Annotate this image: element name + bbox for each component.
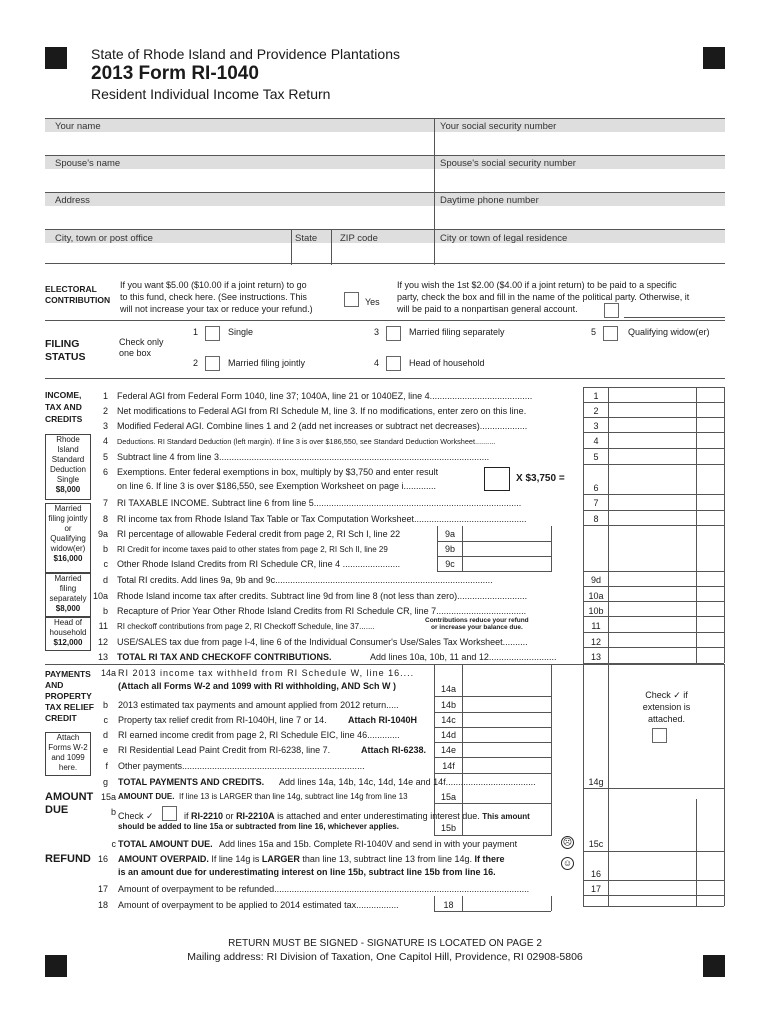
form-subtitle: Resident Individual Income Tax Return (91, 86, 331, 102)
line-14b-amount[interactable] (463, 697, 550, 711)
electoral-label-1: ELECTORAL (45, 284, 97, 294)
line-13-num: 13 (97, 652, 108, 662)
line-4-ref: 4 (593, 436, 599, 446)
line-15a-text-2: If line 13 is LARGER than line 14g, subtract line 14g from line 13 (179, 792, 408, 801)
line-6-ref: 6 (593, 483, 599, 493)
line-15c-amount[interactable] (609, 836, 723, 850)
line-14a-amount[interactable] (463, 665, 550, 695)
filing-num-1: 1 (193, 327, 199, 337)
line-14d-ref: 14d (440, 730, 457, 740)
extension-checkbox[interactable] (652, 728, 667, 743)
form-title: 2013 Form RI-1040 (91, 63, 259, 84)
line-14a-text: RI 2013 income tax withheld from RI Schedule W, line 16.... (118, 668, 415, 678)
line-15b-num: b (110, 807, 116, 817)
line-14c-amount[interactable] (463, 713, 550, 726)
line-17-text: Amount of overpayment to be refunded...................................................................................................... (118, 884, 530, 894)
line-9d-text: Total RI credits. Add lines 9a, 9b and 9c....................................................................................... (117, 575, 493, 585)
spouse-name-field[interactable] (45, 169, 434, 193)
line-17-num: 17 (97, 884, 108, 894)
attach-forms-box: Attach Forms W-2 and 1099 here. (45, 732, 91, 776)
line-4-num: 4 (102, 436, 108, 446)
electoral-label-2: CONTRIBUTION (45, 295, 111, 305)
city-field[interactable] (45, 243, 291, 265)
line-14c-text: Property tax relief credit from RI-1040H, line 7 or 14. (118, 715, 327, 725)
check-only-2: one box (119, 348, 152, 358)
line-4-amount[interactable] (609, 433, 723, 447)
line-16-amount[interactable] (609, 852, 723, 879)
income-label-2: TAX AND (45, 402, 82, 412)
line-11-note-1: Contributions reduce your refund (425, 617, 529, 624)
line-5-text: Subtract line 4 from line 3............................................................................................................ (117, 452, 490, 462)
filing-joint-label: Married filing jointly (228, 358, 306, 368)
line-11-amount[interactable] (609, 618, 723, 632)
std-deduction-head-box: Head of household $12,000 (45, 617, 91, 651)
std-deduction-joint-box: Married filing jointly or Qualifying widow(er) $16,000 (45, 503, 91, 573)
line-14g-ref: 14g (588, 777, 604, 787)
line-14g-amount[interactable] (609, 774, 723, 788)
line-5-num: 5 (102, 452, 108, 462)
line-9a-amount[interactable] (463, 527, 550, 540)
payments-section-label: PAYMENTS AND PROPERTY TAX RELIEF CREDIT (45, 669, 94, 723)
line-9d-num: d (102, 575, 108, 585)
filing-num-5: 5 (591, 327, 597, 337)
line-14f-num: f (105, 761, 108, 771)
exemptions-count-box[interactable] (484, 467, 510, 491)
line-14e-text-2: Attach RI-6238. (361, 745, 427, 755)
line-15c-text-2: Add lines 15a and 15b. Complete RI-1040V and send in with your payment (219, 839, 518, 849)
line-9d-ref: 9d (590, 575, 601, 585)
exemption-multiplier: X $3,750 = (516, 473, 565, 484)
smile-face-icon: ☺ (562, 858, 573, 868)
electoral-text-2: to this fund, check here. (See instructions. This (120, 292, 307, 302)
line-14d-text: RI earned income credit from page 2, RI Schedule EIC, line 46............. (118, 730, 400, 740)
line-3-amount[interactable] (609, 418, 723, 432)
line-16-num: 16 (97, 854, 108, 864)
line-9a-num: 9a (97, 529, 108, 539)
line-15c-text: TOTAL AMOUNT DUE. (118, 839, 213, 849)
line-1-amount[interactable] (609, 388, 723, 402)
line-14g-text: TOTAL PAYMENTS AND CREDITS. (118, 777, 265, 787)
line-5-amount[interactable] (609, 449, 723, 463)
line-14a-text-2: (Attach all Forms W-2 and 1099 with RI withholding, AND Sch W ) (118, 681, 396, 691)
line-14f-text: Other payments......................................................................... (118, 761, 365, 771)
frown-face-icon: ☹ (562, 837, 573, 847)
city-label: City, town or post office (55, 233, 153, 244)
extension-note: Check ✓ if extension is attached. (642, 690, 691, 724)
line-17-ref: 17 (590, 884, 601, 894)
residence-field[interactable] (435, 243, 725, 265)
line-7-num: 7 (102, 498, 108, 508)
line-14b-num: b (102, 700, 108, 710)
ssn-field[interactable] (435, 132, 725, 156)
line-10b-text: Recapture of Prior Year Other Rhode Island Credits from RI Schedule CR, line 7.................................... (117, 606, 527, 616)
line-14f-amount[interactable] (463, 758, 550, 772)
line-13-text-2: Add lines 10a, 10b, 11 and 12........................... (370, 652, 557, 662)
line-8-text: RI income tax from Rhode Island Tax Table or Tax Computation Worksheet............................................. (117, 514, 527, 524)
line-14c-num: c (103, 715, 108, 725)
amount-due-label-2: DUE (45, 804, 69, 816)
phone-label: Daytime phone number (440, 195, 539, 206)
party-name-field[interactable] (624, 303, 725, 317)
line-17-amount[interactable] (609, 881, 723, 894)
line-14g-num: g (102, 777, 108, 787)
line-14d-num: d (102, 730, 108, 740)
state-field[interactable] (292, 243, 331, 265)
line-11-num: 11 (98, 621, 108, 631)
line-12-amount[interactable] (609, 634, 723, 648)
line-14f-ref: 14f (442, 761, 455, 771)
state-label: State (295, 233, 318, 244)
line-1-text: Federal AGI from Federal Form 1040, line 37; 1040A, line 21 or 1040EZ, line 4......................................... (117, 391, 533, 401)
line-11-text: RI checkoff contributions from page 2, RI Checkoff Schedule, line 37....... (117, 622, 375, 631)
line-3-text: Modified Federal AGI. Combine lines 1 and 2 (add net increases or subtract net decreases)................... (117, 421, 528, 431)
filing-separate-checkbox[interactable] (386, 326, 401, 341)
line-18-ref: 18 (443, 900, 454, 910)
filing-single-checkbox[interactable] (205, 326, 220, 341)
line-6-text-2: on line 6. If line 3 is over $186,550, see Exemption Worksheet on page i............. (117, 481, 437, 491)
line-15b-amount[interactable] (463, 804, 550, 834)
line-15a-text: AMOUNT DUE. (118, 792, 175, 801)
check-only-1: Check only (119, 337, 164, 347)
filing-label-1: FILING (45, 338, 80, 350)
line-6-text: Exemptions. Enter federal exemptions in box, multiply by $3,750 and enter result (117, 467, 439, 477)
line-18-amount[interactable] (463, 897, 550, 910)
taxpayer-info-table (45, 118, 725, 264)
line-9c-ref: 9c (445, 559, 455, 569)
electoral-text-3: will not increase your tax or reduce your refund.) (120, 304, 313, 314)
line-6-num: 6 (102, 467, 108, 477)
line-15b-text-2: should be added to line 15a or subtracted from line 16, whichever applies. (118, 822, 399, 831)
state-name: State of Rhode Island and Providence Plantations (91, 46, 400, 62)
line-15a-num: 15a (100, 792, 116, 802)
line-7-amount[interactable] (609, 495, 723, 509)
line-14g-text-2: Add lines 14a, 14b, 14c, 14d, 14e and 14f.................................... (279, 777, 536, 787)
line-10b-ref: 10b (588, 606, 604, 616)
line-9c-text: Other Rhode Island Credits from RI Schedule CR, line 4 ....................... (117, 559, 401, 569)
electoral-yes-label: Yes (365, 297, 380, 307)
line-11-note-2: or increase your balance due. (431, 624, 523, 631)
line-9b-text: RI Credit for income taxes paid to other states from page 2, RI Sch II, line 29 (117, 545, 388, 554)
line-14d-amount[interactable] (463, 728, 550, 741)
filing-num-2: 2 (193, 358, 199, 368)
line-14e-amount[interactable] (463, 743, 550, 756)
line-16-ref: 16 (590, 869, 601, 879)
line-6-amount[interactable] (609, 480, 723, 494)
line-9c-amount[interactable] (463, 557, 550, 570)
line-13-ref: 13 (590, 652, 601, 662)
ssn-label: Your social security number (440, 121, 557, 132)
filing-joint-checkbox[interactable] (205, 356, 220, 371)
line-10a-amount[interactable] (609, 588, 723, 602)
party-text-3: will be paid to a nonpartisan general account. (397, 304, 578, 314)
filing-label-2: STATUS (45, 351, 86, 363)
phone-field[interactable] (435, 206, 725, 230)
line-12-text: USE/SALES tax due from page I-4, line 6 of the Individual Consumer's Use/Sales Tax Worksheet.......... (117, 637, 528, 647)
line-8-num: 8 (102, 514, 108, 524)
address-field[interactable] (45, 206, 434, 230)
footer-mailing-address: Mailing address: RI Division of Taxation, One Capitol Hill, Providence, RI 02908-5806 (187, 951, 583, 963)
line-16-text-2: is an amount due for underestimating interest on line 15b, subtract line 15b from line 16. (118, 867, 496, 877)
zip-field[interactable] (332, 243, 434, 265)
line-4-text: Deductions. RI Standard Deduction (left margin). If line 3 is over $186,550, see Standard Deduction Worksheet.......... (117, 437, 496, 446)
party-checkbox[interactable] (604, 303, 619, 318)
line-7-ref: 7 (593, 498, 599, 508)
line-14b-ref: 14b (440, 700, 457, 710)
line-3-ref: 3 (593, 421, 599, 431)
line-3-num: 3 (102, 421, 108, 431)
line-14e-num: e (102, 745, 108, 755)
line-1-num: 1 (102, 391, 108, 401)
line-13-amount[interactable] (609, 649, 723, 663)
electoral-yes-checkbox[interactable] (344, 292, 359, 307)
electoral-text-1: If you want $5.00 ($10.00 if a joint return) to go (120, 280, 307, 290)
line-9a-ref: 9a (444, 529, 455, 539)
line-9b-ref: 9b (444, 544, 455, 554)
income-label-1: INCOME, (45, 390, 82, 400)
filing-head-checkbox[interactable] (386, 356, 401, 371)
your-name-label: Your name (55, 121, 101, 132)
registration-mark-top-left (45, 47, 67, 69)
line-2-amount[interactable] (609, 403, 723, 417)
filing-widow-checkbox[interactable] (603, 326, 618, 341)
line-18-num: 18 (97, 900, 108, 910)
line-15a-amount[interactable] (463, 789, 550, 802)
std-deduction-separate-box: Married filing separately $8,000 (45, 573, 91, 617)
line-8-ref: 8 (593, 514, 599, 524)
filing-num-4: 4 (374, 358, 380, 368)
line-15c-num: c (111, 839, 116, 849)
std-deduction-single-box: Rhode Island Standard Deduction Single $8,000 (45, 434, 91, 500)
footer-sign-note: RETURN MUST BE SIGNED - SIGNATURE IS LOCATED ON PAGE 2 (228, 938, 542, 949)
line-9b-amount[interactable] (463, 542, 550, 555)
filing-head-label: Head of household (409, 358, 485, 368)
registration-mark-top-right (703, 47, 725, 69)
refund-label: REFUND (45, 853, 91, 865)
your-name-field[interactable] (45, 132, 434, 156)
spouse-ssn-label: Spouse's social security number (440, 158, 576, 169)
party-text-2: party, check the box and fill in the name of the political party. Otherwise, it (397, 292, 690, 302)
filing-widow-label: Qualifying widow(er) (628, 327, 710, 337)
line-9c-num: c (103, 559, 108, 569)
line-15b-check-label: Check ✓ (118, 811, 154, 821)
residence-label: City or town of legal residence (440, 233, 568, 244)
line-12-num: 12 (97, 637, 108, 647)
filing-separate-label: Married filing separately (409, 327, 505, 337)
line-9b-num: b (102, 544, 108, 554)
line-1-ref: 1 (593, 391, 599, 401)
line-2-num: 2 (102, 406, 108, 416)
line-16-text: AMOUNT OVERPAID. If line 14g is LARGER than line 13, subtract line 13 from line 14g. If there (118, 854, 505, 864)
address-label: Address (55, 195, 90, 206)
line-14b-text: 2013 estimated tax payments and amount applied from 2012 return..... (118, 700, 399, 710)
line-10b-num: b (102, 606, 108, 616)
line-8-amount[interactable] (609, 511, 723, 525)
line-11-ref: 11 (591, 621, 601, 631)
line-15a-ref: 15a (440, 792, 457, 802)
line-14c-text-2: Attach RI-1040H (348, 715, 418, 725)
line-10a-num: 10a (92, 591, 108, 601)
line-2-ref: 2 (593, 406, 599, 416)
amount-due-label-1: AMOUNT (45, 791, 94, 803)
line-15b-text: if RI-2210 or RI-2210A is attached and enter underestimating interest due. This amount (184, 811, 530, 821)
line-14e-ref: 14e (440, 745, 457, 755)
line-14c-ref: 14c (441, 715, 456, 725)
line-14e-text: RI Residential Lead Paint Credit from RI-6238, line 7. (118, 745, 331, 755)
line-10a-ref: 10a (588, 591, 604, 601)
line-2-text: Net modifications to Federal AGI from RI Schedule M, line 3. If no modifications, enter zero on this line. (117, 406, 527, 416)
income-label-3: CREDITS (45, 414, 83, 424)
line-7-text: RI TAXABLE INCOME. Subtract line 6 from line 5................................................................................... (117, 498, 522, 508)
party-text-1: If you wish the 1st $2.00 ($4.00 if a joint return) to be paid to a specific (397, 280, 677, 290)
line-15b-ref: 15b (440, 823, 457, 833)
filing-single-label: Single (228, 327, 254, 337)
line-14a-ref: 14a (440, 684, 457, 694)
line-9d-amount[interactable] (609, 572, 723, 586)
zip-label: ZIP code (340, 233, 378, 244)
line-13-text: TOTAL RI TAX AND CHECKOFF CONTRIBUTIONS. (117, 652, 332, 662)
line-5-ref: 5 (593, 452, 599, 462)
line-15c-ref: 15c (588, 839, 604, 849)
spouse-name-label: Spouse's name (55, 158, 121, 169)
underestimating-checkbox[interactable] (162, 806, 177, 821)
line-18-text: Amount of overpayment to be applied to 2014 estimated tax................. (118, 900, 399, 910)
spouse-ssn-field[interactable] (435, 169, 725, 193)
line-10b-amount[interactable] (609, 603, 723, 617)
line-14a-num: 14a (100, 668, 116, 678)
filing-num-3: 3 (374, 327, 380, 337)
line-9a-text: RI percentage of allowable Federal credit from page 2, RI Sch I, line 22 (117, 529, 401, 539)
line-10a-text: Rhode Island income tax after credits. Subtract line 9d from line 8 (not less than zero)............................ (117, 591, 528, 601)
line-12-ref: 12 (590, 637, 601, 647)
